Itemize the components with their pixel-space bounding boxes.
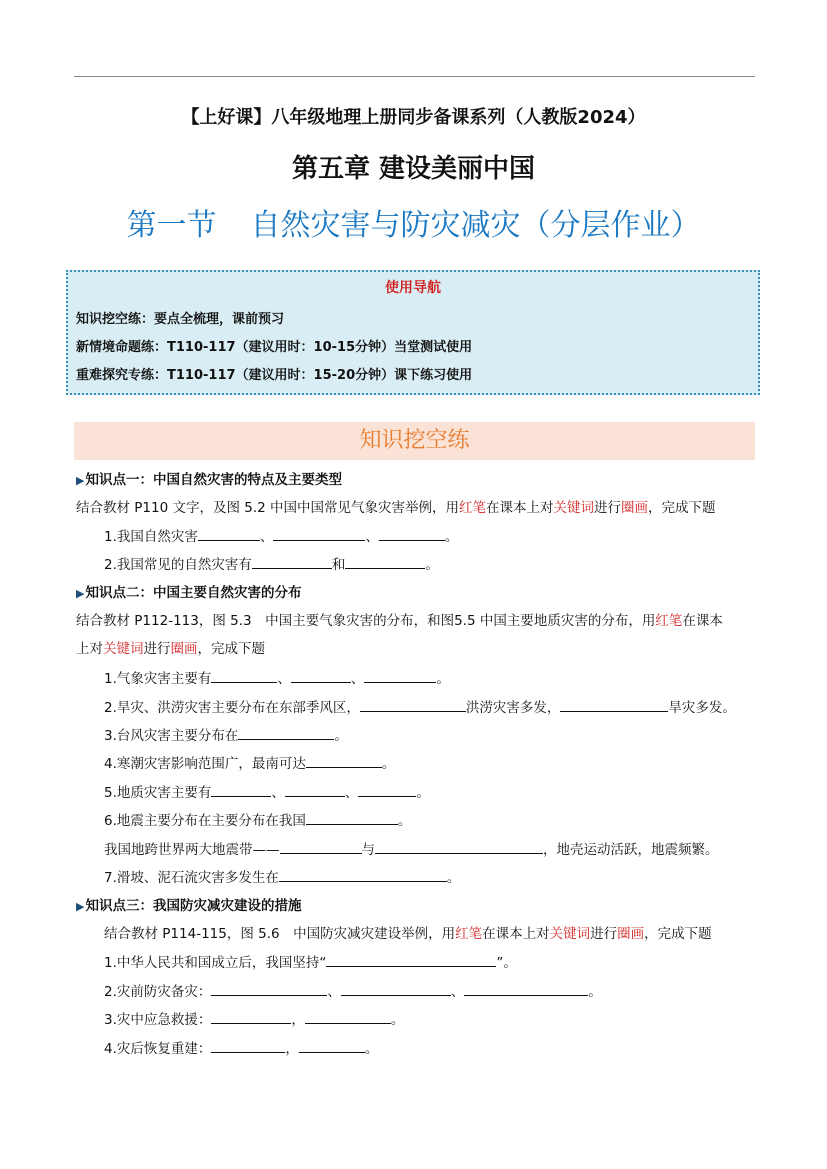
guide-line-1: 知识挖空练：要点全梳理，课前预习	[76, 312, 285, 327]
kp3-intro: 结合教材 P114-115，图 5.6 中国防灾减灾建设举例，用红笔在课本上对关键词进行圈画，完成下题	[104, 926, 712, 942]
section-name: 自然灾害与防灾减灾（分层作业）	[250, 208, 701, 243]
kp2-question-2: 2.旱灾、洪涝灾害主要分布在东部季风区， 洪涝灾害多发， 旱灾多发。	[104, 696, 736, 716]
kp2-question-6: 6.地震主要分布在主要分布在我国 。	[104, 809, 411, 829]
header-rule	[74, 76, 755, 77]
guide-line-3: 重难探究专练：T110-117（建议用时：15-20分钟）课下练习使用	[76, 368, 473, 383]
answer-blank[interactable]	[341, 981, 451, 996]
kp3-heading	[76, 894, 301, 914]
answer-blank[interactable]	[364, 668, 436, 683]
kp2-title: 知识点二：中国主要自然灾害的分布	[85, 585, 302, 601]
kp1-question-1: 1.我国自然灾害 、 、 。	[104, 525, 458, 545]
answer-blank[interactable]	[379, 526, 445, 541]
triangle-bullet-icon: ▶	[76, 900, 85, 913]
kp2-question-6b: 我国地跨世界两大地震带—— 与 ，地壳运动活跃，地震频繁。	[104, 838, 719, 858]
kp1-title: 知识点一：中国自然灾害的特点及主要类型	[85, 472, 342, 488]
answer-blank[interactable]	[464, 981, 588, 996]
answer-blank[interactable]	[280, 839, 362, 854]
kp2-intro-line-2: 上对关键词进行圈画，完成下题	[76, 641, 265, 657]
kp3-question-2: 2.灾前防灾备灾： 、 、 。	[104, 980, 602, 1000]
answer-blank[interactable]	[211, 668, 277, 683]
usage-guide-box	[66, 270, 760, 395]
answer-blank[interactable]	[305, 1009, 391, 1024]
answer-blank[interactable]	[198, 526, 260, 541]
answer-blank[interactable]	[345, 554, 425, 569]
kp2-question-7: 7.滑坡、泥石流灾害多发生在 。	[104, 866, 460, 886]
answer-blank[interactable]	[560, 697, 668, 712]
chapter-title: 第五章 建设美丽中国	[291, 154, 536, 184]
answer-blank[interactable]	[285, 782, 345, 797]
guide-line-2: 新情境命题练：T110-117（建议用时：10-15分钟）当堂测试使用	[76, 340, 473, 355]
kp1-heading	[76, 468, 342, 488]
kp3-question-3: 3.灾中应急救援： ， 。	[104, 1008, 404, 1028]
series-title: 【上好课】八年级地理上册同步备课系列（人教版2024）	[181, 107, 646, 128]
triangle-bullet-icon: ▶	[76, 474, 85, 487]
answer-blank[interactable]	[211, 1038, 285, 1053]
answer-blank[interactable]	[375, 839, 543, 854]
kp2-question-4: 4.寒潮灾害影响范围广，最南可达 。	[104, 752, 395, 772]
answer-blank[interactable]	[306, 753, 382, 768]
kp2-question-3: 3.台风灾害主要分布在 。	[104, 724, 348, 744]
kp2-heading	[76, 581, 301, 601]
answer-blank[interactable]	[291, 668, 351, 683]
answer-blank[interactable]	[299, 1038, 365, 1053]
practice-banner: 知识挖空练	[74, 422, 755, 460]
triangle-bullet-icon: ▶	[76, 587, 85, 600]
kp1-question-2: 2.我国常见的自然灾害有 和 。	[104, 553, 439, 573]
answer-blank[interactable]	[252, 554, 332, 569]
kp1-intro: 结合教材 P110 文字，及图 5.2 中国中国常见气象灾害举例，用红笔在课本上对关键词进行圈画，完成下题	[76, 500, 716, 516]
kp3-question-1: 1.中华人民共和国成立后，我国坚持“ ”。	[104, 951, 517, 971]
answer-blank[interactable]	[211, 1009, 291, 1024]
answer-blank[interactable]	[273, 526, 365, 541]
section-number: 第一节	[126, 208, 217, 243]
kp2-question-5: 5.地质灾害主要有 、 、 。	[104, 781, 430, 801]
kp3-title: 知识点三：我国防灾减灾建设的措施	[85, 898, 302, 914]
answer-blank[interactable]	[360, 697, 466, 712]
answer-blank[interactable]	[279, 867, 447, 882]
guide-title: 使用导航	[385, 280, 441, 296]
kp2-intro-line-1: 结合教材 P112-113，图 5.3 中国主要气象灾害的分布，和图5.5 中国主要地质灾害的分布，用红笔在课本	[76, 613, 723, 629]
section-title	[0, 200, 827, 244]
answer-blank[interactable]	[306, 810, 398, 825]
answer-blank[interactable]	[211, 782, 271, 797]
kp3-question-4: 4.灾后恢复重建： ， 。	[104, 1037, 378, 1057]
answer-blank[interactable]	[326, 952, 496, 967]
kp2-question-1: 1.气象灾害主要有 、 、 。	[104, 667, 450, 687]
answer-blank[interactable]	[238, 725, 334, 740]
answer-blank[interactable]	[211, 981, 327, 996]
answer-blank[interactable]	[358, 782, 416, 797]
